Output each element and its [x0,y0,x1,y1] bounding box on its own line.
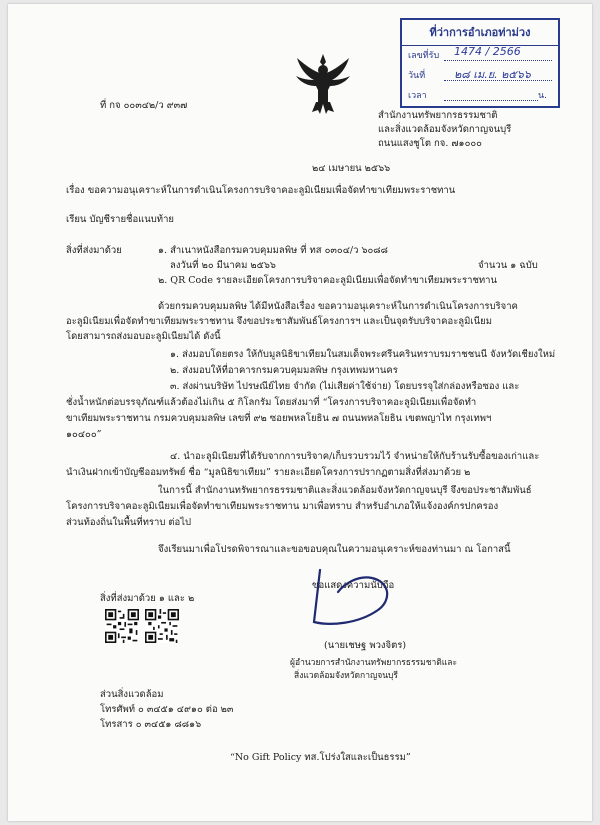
para2-line-1: ในการนี้ สำนักงานทรัพยากรธรรมชาติและสิ่งแวดล้อมจังหวัดกาญจนบุรี จึงขอประชาสัมพันธ์ [158,485,532,496]
handwritten-signature [300,564,400,634]
closing-line: จึงเรียนมาเพื่อโปรดพิจารณาและขอขอบคุณในความอนุเคราะห์ของท่านมา ณ โอกาสนี้ [158,544,511,555]
subject: เรื่อง ขอความอนุเคราะห์ในการดำเนินโครงการบริจาคอะลูมิเนียมเพื่อจัดทำขาเทียมพระราชทาน [66,185,456,196]
contact-unit: ส่วนสิ่งแวดล้อม [100,689,164,700]
para2-line-2: โครงการบริจาคอะลูมิเนียมเพื่อจัดทำขาเทียมพระราชทาน มาเพื่อทราบ สำหรับอำเภอให้แจ้งองค์กรปกครอง [66,501,499,512]
list-item-4-line-2: นำเงินฝากเข้าบัญชีออมทรัพย์ ชื่อ “มูลนิธิขาเทียม” รายละเอียดโครงการปรากฏตามสิ่งที่ส่งมาด้วย ๒ [66,467,471,478]
reference-1-line-1: ๑. สำเนาหนังสือกรมควบคุมมลพิษ ที่ ทส ๐๓๐๔/ว ๖๐๘๘ [158,245,388,256]
list-item-1: ๑. ส่งมอบโดยตรง ให้กับมูลนิธิขาเทียมในสมเด็จพระศรีนครินทราบรมราชชนนี จังหวัดเชียงใหม่ [170,349,556,360]
office-line-1: สำนักงานทรัพยากรธรรมชาติ [378,110,498,121]
stamp-receipt-value: 1474 / 2566 [454,45,521,58]
stamp-line [444,60,552,61]
reference-1-count: จำนวน ๑ ฉบับ [478,260,538,271]
list-item-2: ๒. ส่งมอบให้ที่อาคารกรมควบคุมมลพิษ กรุงเทพมหานคร [170,365,398,376]
footer-slogan: “No Gift Policy ทส.โปร่งใสและเป็นธรรม” [230,752,411,763]
list-item-3-cont-3: ๑๐๔๐๐” [66,429,102,440]
reference-2: ๒. QR Code รายละเอียดโครงการบริจาคอะลูมิเนียมเพื่อจัดทำขาเทียมพระราชทาน [158,275,497,286]
para1-line-3: โดยสามารถส่งมอบอะลูมิเนียมได้ ดังนี้ [66,331,221,342]
stamp-time-suffix: น. [538,91,548,101]
letter-date: ๒๔ เมษายน ๒๕๖๖ [312,163,391,174]
signer-position-2: สิ่งแวดล้อมจังหวัดกาญจนบุรี [294,671,398,681]
list-item-3-cont-1: ชั่งน้ำหนักต่อบรรจุภัณฑ์แล้วต้องไม่เกิน ๕ กิโลกรัม โดยส่งมาที่ “โครงการบริจาคอะลูมิเนียมเพื่อจัดทำ [66,397,477,408]
list-item-3-cont-2: ขาเทียมพระราชทาน กรมควบคุมมลพิษ เลขที่ ๙๒ ซอยพหลโยธิน ๗ ถนนพหลโยธิน เขตพญาไท กรุงเทพฯ [66,413,492,424]
stamp-line [444,100,538,101]
garuda-emblem [294,52,352,116]
stamp-receipt-label: เลขที่รับ [408,51,440,61]
signer-position-1: ผู้อำนวยการสำนักงานทรัพยากรธรรมชาติและ [290,658,458,668]
para2-line-3: ส่วนท้องถิ่นในพื้นที่ทราบ ต่อไป [66,517,192,528]
contact-phone: โทรศัพท์ ๐ ๓๔๕๑ ๔๙๑๐ ต่อ ๒๓ [100,704,234,715]
para1-line-1: ด้วยกรมควบคุมมลพิษ ได้มีหนังสือเรื่อง ขอความอนุเคราะห์ในการดำเนินโครงการบริจาค [158,301,518,312]
references-label: สิ่งที่ส่งมาด้วย [66,245,122,256]
addressee: เรียน บัญชีรายชื่อแนบท้าย [66,214,174,225]
stamp-title: ที่ว่าการอำเภอท่าม่วง [402,20,558,46]
list-item-4-line-1: ๔. นำอะลูมิเนียมที่ได้รับจากการบริจาค/เก็บรวบรวมไว้ จำหน่ายให้กับร้านรับซื้อของเก่าและ [170,451,540,462]
respect-phrase: ขอแสดงความนับถือ [312,580,395,591]
office-line-2: และสิ่งแวดล้อมจังหวัดกาญจนบุรี [378,124,512,135]
stamp-time-label: เวลา [408,91,427,101]
contact-fax: โทรสาร ๐ ๓๔๕๑ ๘๘๑๖ [100,719,202,730]
para1-line-2: อะลูมิเนียมเพื่อจัดทำขาเทียมพระราชทาน จึงขอประชาสัมพันธ์โครงการฯ และเป็นจุดรับบริจาคอะลูมิเนียม [66,316,492,327]
qr-code-1 [105,609,139,643]
stamp-date-label: วันที่ [408,71,426,81]
reference-1-line-2: ลงวันที่ ๒๐ มีนาคม ๒๕๖๖ [170,260,276,271]
attachments-label: สิ่งที่ส่งมาด้วย ๑ และ ๒ [100,593,195,604]
signer-name: (นายเชษฐ พวงจิตร) [324,640,407,651]
stamp-date-value: ๒๘ เม.ย. ๒๕๖๖ [454,68,531,81]
letter-page [8,4,592,821]
office-line-3: ถนนแสงชูโต กจ. ๗๑๐๐๐ [378,138,482,149]
qr-code-2 [145,609,179,643]
receipt-stamp [400,18,560,108]
doc-number: ที่ กจ ๐๐๓๔๒/ว ๙๓๗ [100,100,188,111]
list-item-3: ๓. ส่งผ่านบริษัท ไปรษณีย์ไทย จำกัด (ไม่เสียค่าใช้จ่าย) โดยบรรจุใส่กล่องหรือซอง และ [170,381,520,392]
